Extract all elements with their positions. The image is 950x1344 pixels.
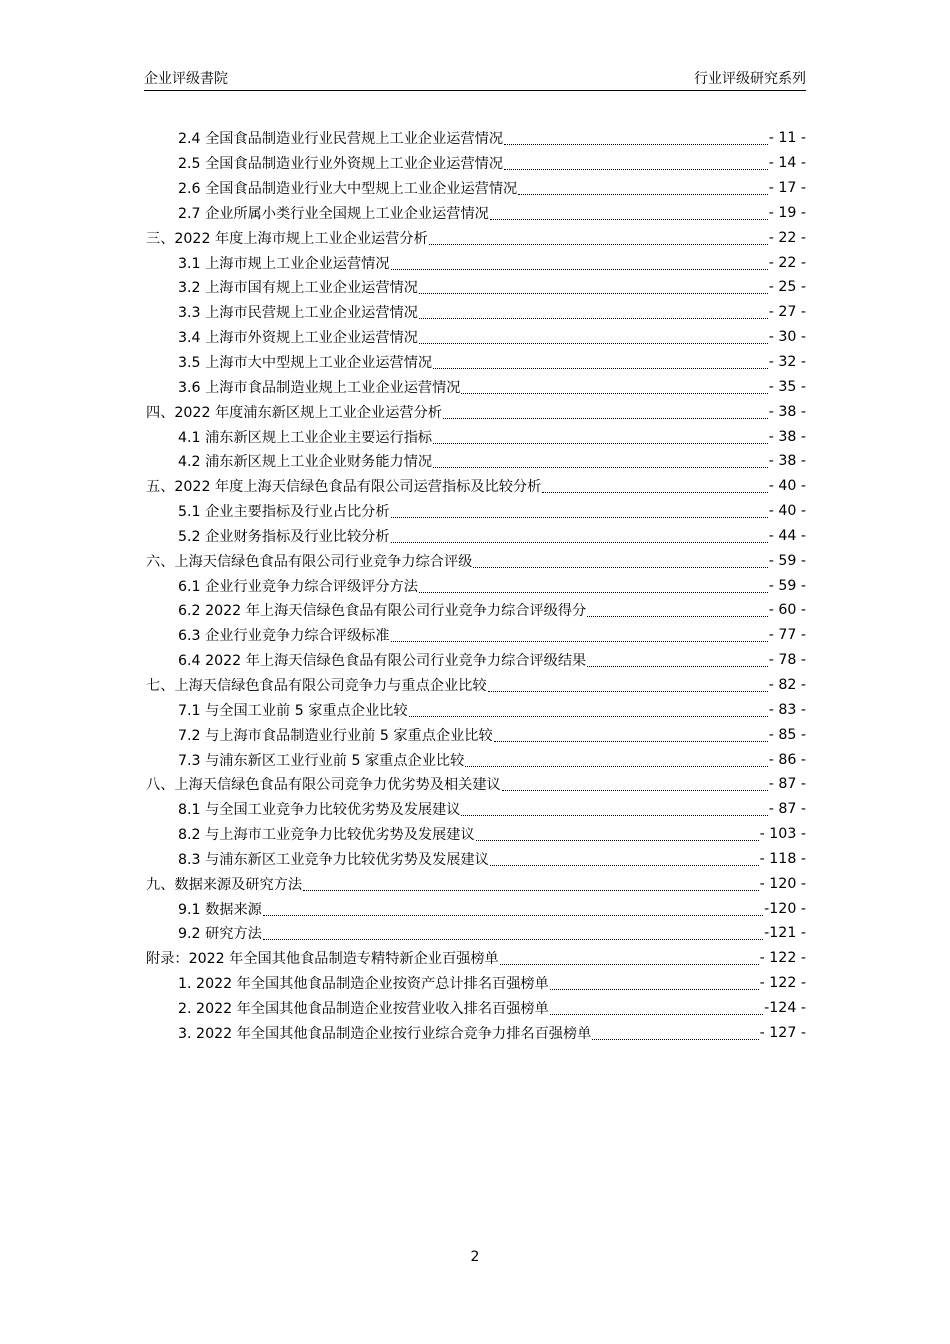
toc-dot-leader	[490, 206, 768, 220]
toc-entry-page: -121 -	[764, 925, 806, 942]
toc-entry-page: - 83 -	[768, 701, 806, 718]
toc-entry-title: 3.2 上海市国有规上工业企业运营情况	[178, 280, 418, 297]
toc-entry-title: 8.1 与全国工业竞争力比较优劣势及发展建议	[178, 802, 461, 819]
toc-dot-leader	[587, 603, 767, 617]
toc-entry-page: - 25 -	[768, 279, 806, 296]
toc-entry-page: - 44 -	[768, 527, 806, 544]
toc-dot-leader	[433, 355, 768, 369]
toc-entry-page: - 59 -	[768, 552, 806, 569]
toc-dot-leader	[419, 305, 768, 319]
toc-entry[interactable]	[146, 697, 806, 722]
toc-entry-title: 6.3 企业行业竞争力综合评级标准	[178, 628, 390, 645]
toc-entry-title: 6.1 企业行业竞争力综合评级评分方法	[178, 578, 418, 595]
toc-entry-title: 8.2 与上海市工业竞争力比较优劣势及发展建议	[178, 827, 475, 844]
toc-entry[interactable]	[146, 399, 806, 424]
toc-entry-title: 五、2022 年度上海天信绿色食品有限公司运营指标及比较分析	[146, 479, 542, 496]
toc-entry-title: 4.1 浦东新区规上工业企业主要运行指标	[178, 429, 433, 446]
toc-dot-leader	[502, 777, 768, 791]
toc-entry[interactable]	[146, 747, 806, 772]
toc-entry-page: - 77 -	[768, 627, 806, 644]
table-of-contents	[146, 126, 806, 1045]
toc-entry-page: - 87 -	[768, 801, 806, 818]
toc-dot-leader	[391, 529, 768, 543]
toc-entry-page: - 78 -	[768, 652, 806, 669]
toc-entry-page: -124 -	[764, 999, 806, 1016]
toc-entry[interactable]	[146, 722, 806, 747]
toc-entry-title: 8.3 与浦东新区工业竞争力比较优劣势及发展建议	[178, 851, 489, 868]
toc-entry-page: - 38 -	[768, 453, 806, 470]
toc-entry[interactable]	[146, 275, 806, 300]
toc-entry[interactable]	[146, 449, 806, 474]
toc-entry-title: 2. 2022 年全国其他食品制造企业按营业收入排名百强榜单	[178, 1000, 549, 1017]
toc-entry[interactable]	[146, 225, 806, 250]
toc-entry[interactable]	[146, 797, 806, 822]
toc-entry-title: 七、上海天信绿色食品有限公司竞争力与重点企业比较	[146, 677, 487, 694]
toc-entry-page: - 59 -	[768, 577, 806, 594]
toc-entry-page: - 38 -	[768, 428, 806, 445]
toc-entry[interactable]	[146, 424, 806, 449]
toc-dot-leader	[303, 877, 759, 891]
toc-entry-title: 六、上海天信绿色食品有限公司行业竞争力综合评级	[146, 553, 473, 570]
toc-entry[interactable]	[146, 250, 806, 275]
toc-dot-leader	[550, 1001, 763, 1015]
toc-dot-leader	[504, 156, 768, 170]
toc-entry-title: 6.2 2022 年上海天信绿色食品有限公司行业竞争力综合评级得分	[178, 603, 587, 620]
toc-entry-page: - 85 -	[768, 726, 806, 743]
toc-entry[interactable]	[146, 499, 806, 524]
toc-entry-title: 三、2022 年度上海市规上工业企业运营分析	[146, 230, 428, 247]
toc-entry[interactable]	[146, 598, 806, 623]
toc-entry-page: - 122 -	[759, 975, 806, 992]
toc-entry[interactable]	[146, 524, 806, 549]
toc-entry-title: 附录：2022 年全国其他食品制造专精特新企业百强榜单	[146, 951, 499, 968]
toc-entry[interactable]	[146, 896, 806, 921]
toc-dot-leader	[443, 405, 768, 419]
toc-entry[interactable]	[146, 300, 806, 325]
toc-dot-leader	[490, 852, 759, 866]
toc-entry-page: - 40 -	[768, 478, 806, 495]
toc-entry-title: 3.3 上海市民营规上工业企业运营情况	[178, 305, 418, 322]
toc-entry-title: 6.4 2022 年上海天信绿色食品有限公司行业竞争力综合评级结果	[178, 653, 587, 670]
toc-entry-page: - 60 -	[768, 602, 806, 619]
toc-entry-page: - 40 -	[768, 503, 806, 520]
toc-entry[interactable]	[146, 996, 806, 1021]
toc-dot-leader	[488, 678, 768, 692]
page-number: 2	[470, 1249, 480, 1265]
toc-entry-title: 3.4 上海市外资规上工业企业运营情况	[178, 330, 418, 347]
toc-entry[interactable]	[146, 623, 806, 648]
header-right-text: 行业评级研究系列	[694, 71, 806, 87]
toc-dot-leader	[518, 181, 767, 195]
toc-entry-page: - 22 -	[768, 229, 806, 246]
toc-entry-page: - 82 -	[768, 676, 806, 693]
toc-entry-title: 7.3 与浦东新区工业行业前 5 家重点企业比较	[178, 752, 465, 769]
toc-dot-leader	[461, 802, 767, 816]
toc-entry[interactable]	[146, 946, 806, 971]
toc-entry-title: 四、2022 年度浦东新区规上工业企业运营分析	[146, 404, 442, 421]
toc-entry-title: 4.2 浦东新区规上工业企业财务能力情况	[178, 454, 433, 471]
toc-entry[interactable]	[146, 772, 806, 797]
toc-entry-title: 3.1 上海市规上工业企业运营情况	[178, 255, 390, 272]
toc-dot-leader	[550, 976, 759, 990]
toc-dot-leader	[504, 131, 768, 145]
toc-dot-leader	[592, 1026, 758, 1040]
toc-entry-page: - 122 -	[759, 950, 806, 967]
toc-dot-leader	[542, 479, 767, 493]
toc-entry[interactable]	[146, 921, 806, 946]
toc-entry-page: - 103 -	[759, 826, 806, 843]
toc-entry-page: - 30 -	[768, 329, 806, 346]
toc-dot-leader	[461, 380, 767, 394]
toc-entry[interactable]	[146, 673, 806, 698]
toc-entry-page: - 22 -	[768, 254, 806, 271]
toc-entry-title: 7.2 与上海市食品制造业行业前 5 家重点企业比较	[178, 727, 493, 744]
toc-dot-leader	[419, 579, 768, 593]
toc-entry[interactable]	[146, 151, 806, 176]
toc-entry[interactable]	[146, 648, 806, 673]
toc-dot-leader	[263, 926, 763, 940]
toc-entry-title: 5.1 企业主要指标及行业占比分析	[178, 504, 390, 521]
toc-entry-title: 7.1 与全国工业前 5 家重点企业比较	[178, 702, 408, 719]
toc-entry-page: - 87 -	[768, 776, 806, 793]
toc-entry[interactable]	[146, 176, 806, 201]
toc-entry[interactable]	[146, 325, 806, 350]
toc-entry-title: 2.7 企业所属小类行业全国规上工业企业运营情况	[178, 205, 489, 222]
toc-entry[interactable]	[146, 971, 806, 996]
toc-entry-page: - 32 -	[768, 354, 806, 371]
toc-dot-leader	[391, 256, 768, 270]
header-left-text: 企业评级書院	[144, 71, 228, 87]
toc-entry-title: 2.6 全国食品制造业行业大中型规上工业企业运营情况	[178, 181, 518, 198]
toc-entry-title: 3.5 上海市大中型规上工业企业运营情况	[178, 355, 433, 372]
toc-dot-leader	[419, 330, 768, 344]
toc-entry-page: - 17 -	[768, 180, 806, 197]
toc-entry[interactable]	[146, 474, 806, 499]
toc-entry-title: 5.2 企业财务指标及行业比较分析	[178, 528, 390, 545]
toc-entry-title: 9.1 数据来源	[178, 901, 262, 918]
toc-entry-title: 9.2 研究方法	[178, 926, 262, 943]
toc-entry[interactable]	[146, 871, 806, 896]
toc-dot-leader	[391, 628, 768, 642]
toc-entry-page: - 86 -	[768, 751, 806, 768]
toc-entry-page: - 11 -	[768, 130, 806, 147]
toc-dot-leader	[409, 703, 768, 717]
toc-entry[interactable]	[146, 201, 806, 226]
toc-entry-title: 九、数据来源及研究方法	[146, 876, 303, 893]
toc-entry-title: 八、上海天信绿色食品有限公司竞争力优劣势及相关建议	[146, 777, 501, 794]
page-header	[144, 68, 806, 91]
toc-entry[interactable]	[146, 846, 806, 871]
toc-entry[interactable]	[146, 350, 806, 375]
toc-entry[interactable]	[146, 126, 806, 151]
toc-entry-page: - 35 -	[768, 378, 806, 395]
toc-dot-leader	[433, 430, 768, 444]
toc-entry-page: - 118 -	[759, 850, 806, 867]
toc-dot-leader	[429, 231, 768, 245]
toc-dot-leader	[263, 902, 763, 916]
toc-entry-page: - 27 -	[768, 304, 806, 321]
toc-entry[interactable]	[146, 374, 806, 399]
toc-dot-leader	[473, 554, 767, 568]
toc-entry[interactable]	[146, 822, 806, 847]
toc-entry[interactable]	[146, 548, 806, 573]
toc-entry[interactable]	[146, 573, 806, 598]
toc-dot-leader	[465, 753, 767, 767]
toc-dot-leader	[587, 653, 767, 667]
toc-entry-title: 2.5 全国食品制造业行业外资规上工业企业运营情况	[178, 156, 504, 173]
toc-entry-title: 2.4 全国食品制造业行业民营规上工业企业运营情况	[178, 131, 504, 148]
toc-entry-page: - 38 -	[768, 403, 806, 420]
toc-entry-page: - 19 -	[768, 204, 806, 221]
toc-dot-leader	[433, 454, 768, 468]
toc-dot-leader	[419, 280, 768, 294]
toc-dot-leader	[500, 951, 759, 965]
toc-dot-leader	[476, 827, 759, 841]
toc-entry-title: 3.6 上海市食品制造业规上工业企业运营情况	[178, 379, 461, 396]
toc-dot-leader	[391, 504, 768, 518]
toc-entry[interactable]	[146, 1020, 806, 1045]
toc-entry-page: - 14 -	[768, 155, 806, 172]
toc-entry-title: 3. 2022 年全国其他食品制造企业按行业综合竞争力排名百强榜单	[178, 1025, 592, 1042]
toc-entry-page: - 127 -	[759, 1024, 806, 1041]
toc-dot-leader	[494, 728, 768, 742]
toc-entry-page: - 120 -	[759, 875, 806, 892]
toc-entry-title: 1. 2022 年全国其他食品制造企业按资产总计排名百强榜单	[178, 976, 549, 993]
toc-entry-page: -120 -	[764, 900, 806, 917]
